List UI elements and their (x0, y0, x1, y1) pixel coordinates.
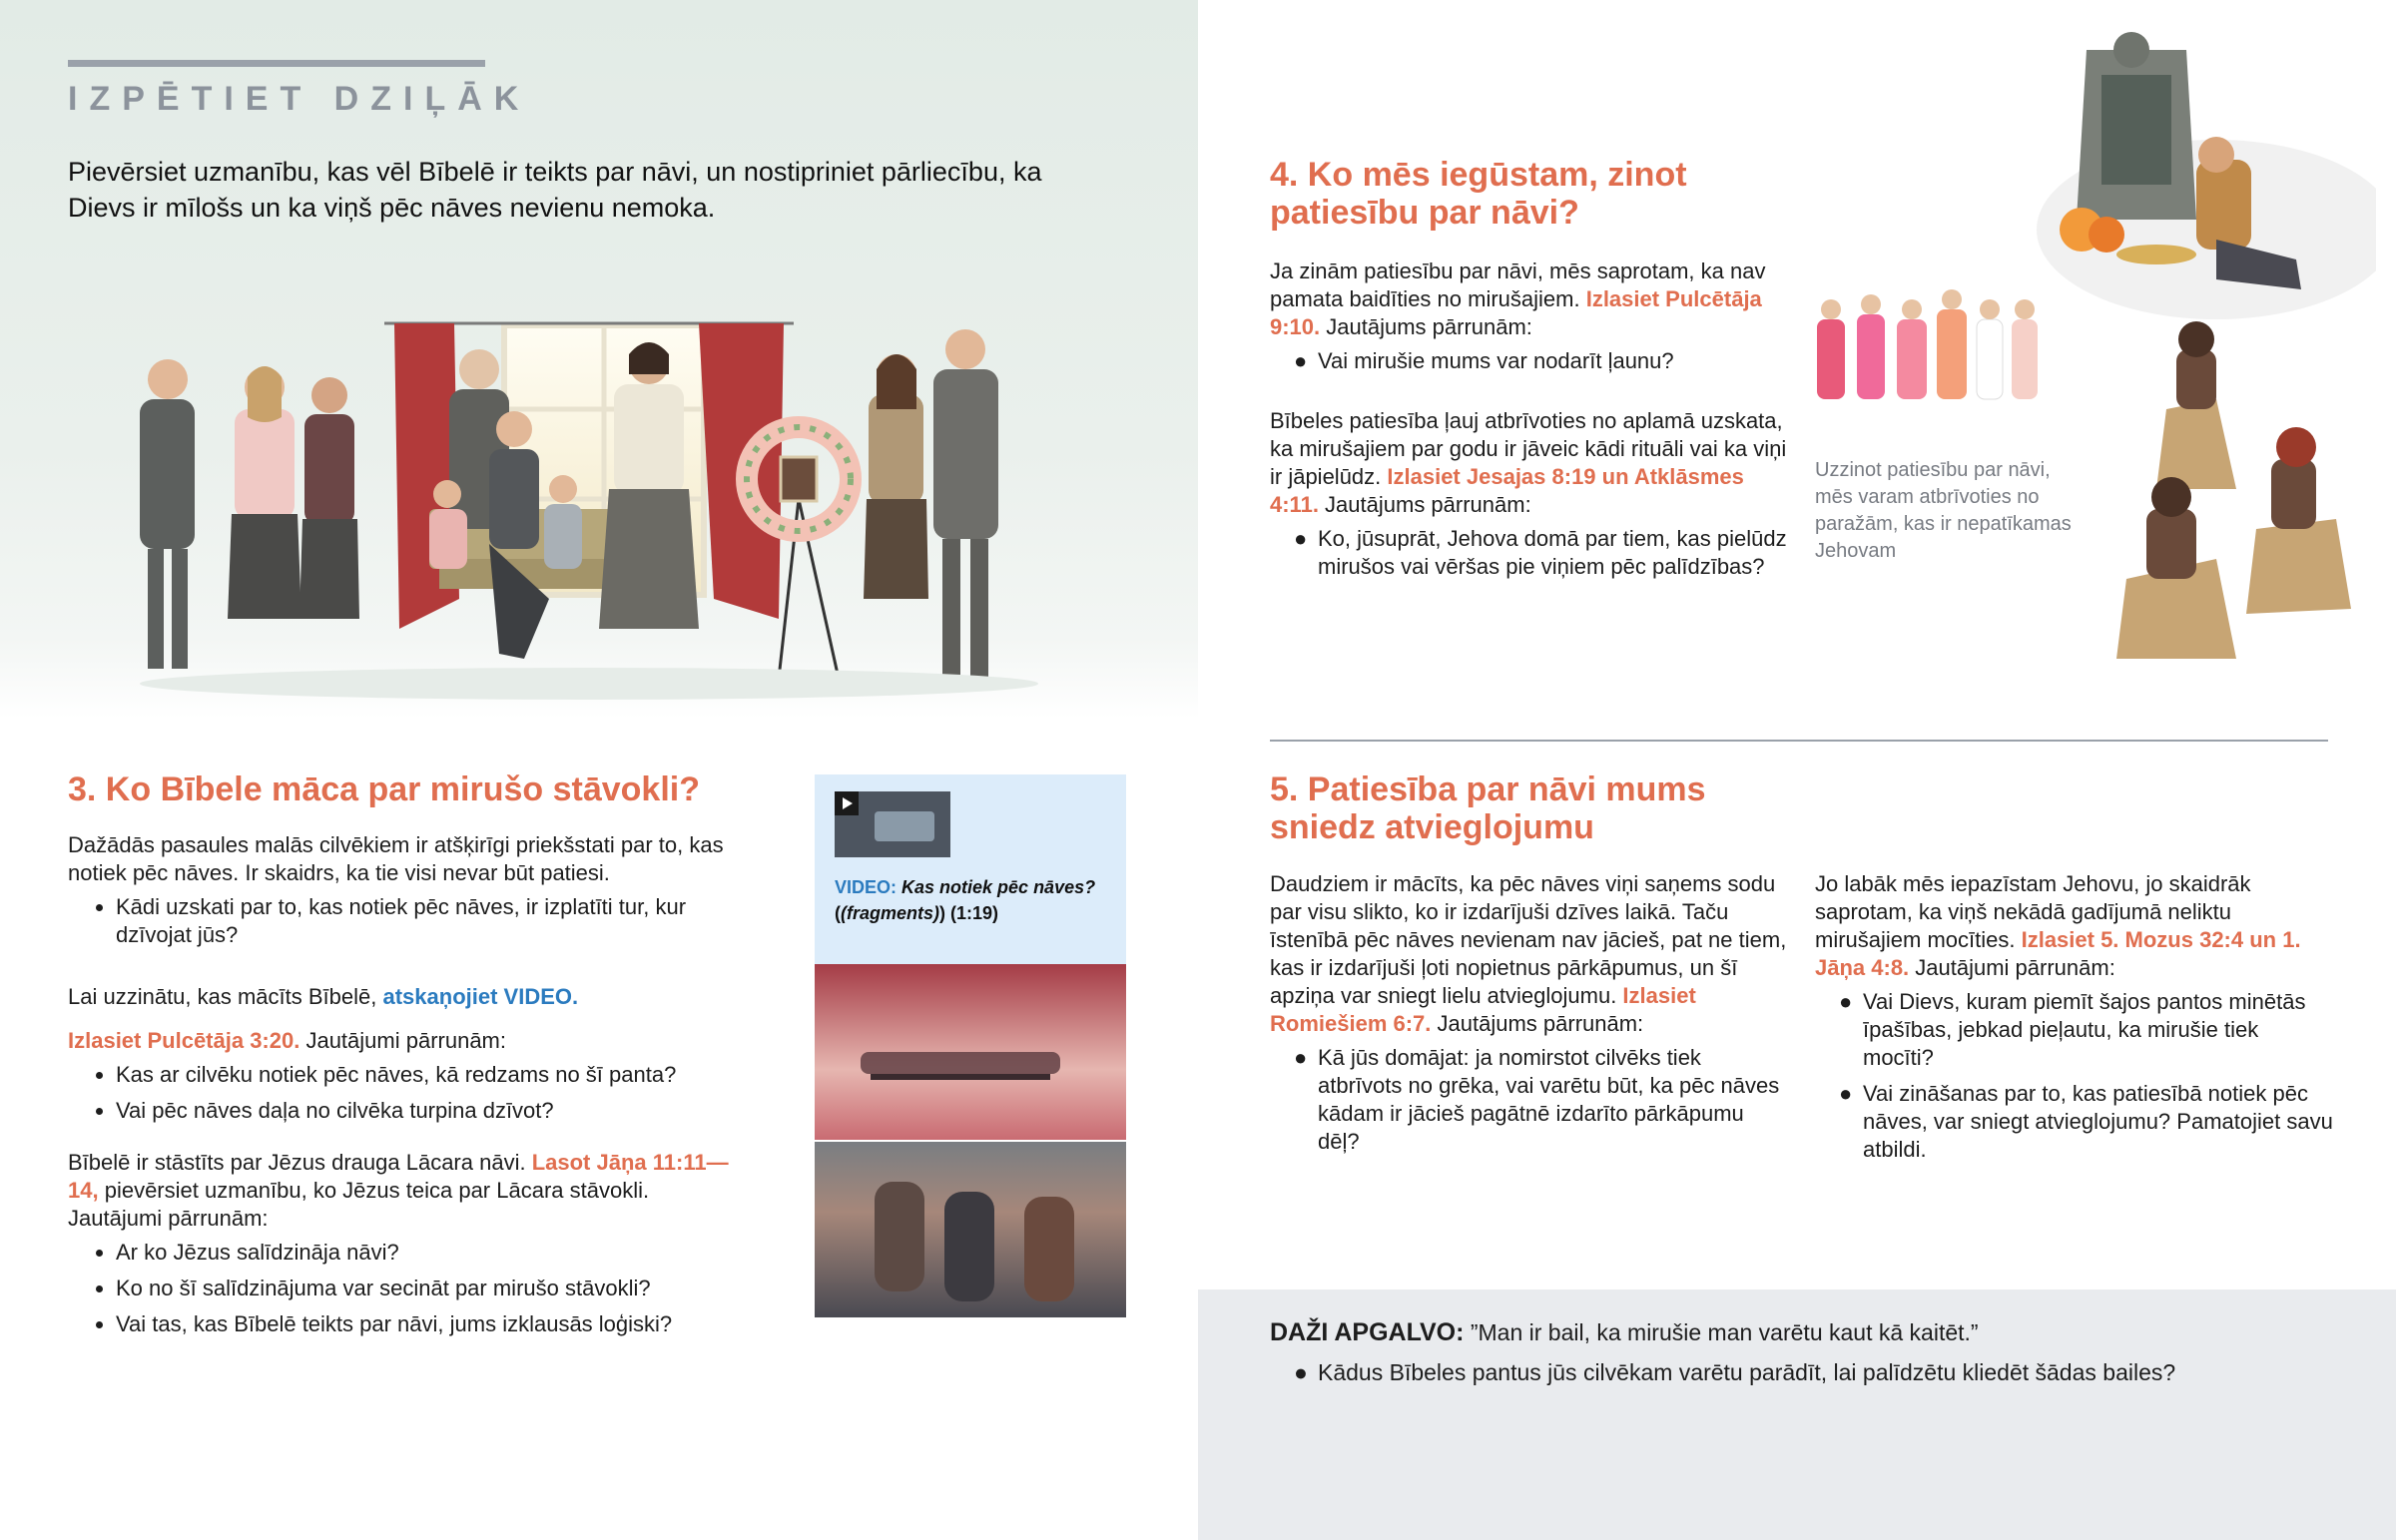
section-3-title: 3. Ko Bībele māca par mirušo stāvokli? (68, 770, 701, 808)
scripture-reference[interactable]: Izlasiet Pulcētāja 9:10. (1270, 286, 1762, 339)
video-label: VIDEO: (835, 877, 898, 897)
question: ● Kā jūs domājat: ja nomirstot cilvēks tiek atbrīvots no grēka, vai varētu būt, ka pēc nāves kādam ir jācieš pagātnē izdarīto pārkāpumu dēļ? (1294, 1045, 1780, 1154)
claim-label: DAŽI APGALVO: (1270, 1318, 1465, 1346)
claim-questions (1270, 1357, 2348, 1387)
scripture-reference[interactable]: Izlasiet Pulcētāja 3:20. (68, 1028, 300, 1053)
section-4-paragraph-2 (1270, 407, 1789, 519)
play-icon[interactable] (835, 791, 859, 815)
section-4-paragraph-1 (1270, 257, 1789, 341)
question: ● Vai mirušie mums var nodarīt ļaunu? (1294, 348, 1674, 373)
section-4-title: 4. Ko mēs iegūstam, zinot patiesību par nāvi? (1270, 156, 1687, 232)
question-text: Vai Dievs, kuram piemīt šajos pantos minētās īpašības, jebkad pieļautu, ka mirušie tiek mocīti? (1863, 989, 2306, 1070)
section-3-questions-c (68, 1239, 737, 1338)
video-title[interactable] (835, 874, 1124, 926)
question: • Ar ko Jēzus salīdzināja nāvi? (116, 1239, 737, 1267)
intro-text: Pievērsiet uzmanību, kas vēl Bībelē ir teikts par nāvi, un nostipriniet pārliecību, ka Dievs ir mīlošs un ka viņš pēc nāves nevienu nemoka. (68, 157, 1042, 223)
section-5-questions-a (1270, 1044, 1789, 1156)
section-kicker: IZPĒTIET DZIĻĀK (68, 80, 531, 118)
text: Bībeles patiesība ļauj atbrīvoties no aplamā uzskata, ka mirušajiem par godu ir jāveic kādi rituāli vai ka viņi ir jāpielūdz. (1270, 408, 1787, 489)
question: • Ko no šī salīdzinājuma var secināt par mirušo stāvokli? (116, 1275, 737, 1302)
question: • Vai tas, kas Bībelē teikts par nāvi, jums izklausās loģiski? (116, 1310, 737, 1338)
section-4-questions-b (1270, 525, 1789, 581)
text: Ja zinām patiesību par nāvi, mēs saprotam, ka nav pamata baidīties no mirušajiem. (1270, 258, 1766, 311)
section-3-paragraph: Dažādās pasaules malās cilvēkiem ir atšķirīgi priekšstati par to, kas notiek pēc nāves. Ir skaidrs, ka tie visi nevar būt patiesi. (68, 832, 724, 885)
claim-quote: ”Man ir bail, ka mirušie man varētu kaut kā kaitēt.” (1464, 1319, 1979, 1345)
section-3-read-line (68, 1027, 737, 1055)
illustration-caption: Uzzinot patiesību par nāvi, mēs varam atbrīvoties no paražām, kas ir nepatīkamas Jehovam (1815, 459, 2072, 562)
question: ● Vai zināšanas par to, kas patiesībā notiek pēc nāves, var sniegt atvieglojumu? Pamatojiet savu atbildi. (1839, 1081, 2333, 1162)
section-4-questions-a (1270, 347, 1789, 375)
text: Jautājumi pārrunām: (300, 1028, 506, 1053)
funeral-illustration (120, 299, 1068, 709)
kicker-rule (68, 60, 485, 67)
section-4-body (1270, 257, 1789, 589)
question-text: Kā jūs domājat: ja nomirstot cilvēks tiek atbrīvots no grēka, vai varētu būt, ka pēc nāves kādam ir jācieš pagātnē izdarīto pārkāpumu dēļ? (1318, 1045, 1780, 1154)
section-3-lazarus-paragraph (68, 1149, 737, 1233)
section-5-title: 5. Patiesība par nāvi mums sniedz atvieglojumu (1270, 770, 1706, 846)
question-text: Vai mirušie mums var nodarīt ļaunu? (1318, 348, 1674, 373)
question: ● Kādus Bībeles pantus jūs cilvēkam varētu parādīt, lai palīdzētu kliedēt šādas bailes? (1294, 1359, 2176, 1385)
scripture-reference[interactable]: Izlasiet 5. Mozus 32:4 un 1. Jāņa 4:8. (1815, 927, 2301, 980)
question: • Vai pēc nāves daļa no cilvēka turpina dzīvot? (116, 1097, 737, 1125)
question: ● Vai Dievs, kuram piemīt šajos pantos minētās īpašības, jebkad pieļautu, ka mirušie tiek mocīti? (1839, 989, 2306, 1070)
section-5-paragraph-1 (1270, 870, 1789, 1038)
section-divider (1270, 740, 2328, 742)
video-still-mourners (815, 1142, 1126, 1317)
text: Jautājumi pārrunām: (1909, 955, 2115, 980)
scripture-reference[interactable]: Izlasiet Romiešiem 6:7. (1270, 983, 1696, 1036)
question-text: Ko, jūsuprāt, Jehova domā par tiem, kas pielūdz mirušos vai vēršas pie viņiem pēc palīdzības? (1318, 526, 1787, 579)
question-text: Vai zināšanas par to, kas patiesībā notiek pēc nāves, var sniegt atvieglojumu? Pamatojiet savu atbildi. (1863, 1081, 2333, 1162)
section-3-body (68, 831, 737, 1346)
text: Jautājums pārrunām: (1320, 314, 1532, 339)
text: Daudziem ir mācīts, ka pēc nāves viņi saņems sodu par visu slikto, ko ir izdarījuši dzīves laikā. Taču īstenībā pēc nāves nevienam nav jācieš, pat ne tiem, kas ir izdarījuši ļoti nopietnus pārkāpumus, un šī apziņa var sniegt lielu atvieglojumu. (1270, 871, 1787, 1008)
scripture-reference[interactable]: Lasot Jāņa 11:11—14, (68, 1150, 729, 1203)
section-5-column-1 (1270, 870, 1789, 1164)
video-duration: (1:19) (945, 903, 999, 923)
section-3-questions-a (68, 893, 737, 949)
question-text: Kādus Bībeles pantus jūs cilvēkam varētu parādīt, lai palīdzētu kliedēt šādas bailes? (1318, 1359, 2176, 1385)
claim-line (1270, 1317, 2348, 1347)
video-name: Kas notiek pēc nāves? (897, 877, 1096, 897)
section-5-paragraph-2 (1815, 870, 2334, 982)
video-still-hospital-bed (815, 964, 1126, 1140)
section-5-column-2 (1815, 870, 2334, 1172)
text: Jautājums pārrunām: (1318, 492, 1531, 517)
question: ● Ko, jūsuprāt, Jehova domā par tiem, kas pielūdz mirušos vai vēršas pie viņiem pēc palīdzības? (1294, 526, 1787, 579)
video-subtitle: (fragments) (841, 903, 940, 923)
section-3-questions-b (68, 1061, 737, 1125)
section-3-video-line (68, 983, 737, 1011)
question: • Kas ar cilvēku notiek pēc nāves, kā redzams no šī panta? (116, 1061, 737, 1089)
text: Jo labāk mēs iepazīstam Jehovu, jo skaidrāk saprotam, ka viņš nekādā gadījumā neliktu mirušajiem mocīties. (1815, 871, 2251, 952)
text: Lai uzzinātu, kas mācīts Bībelē, (68, 984, 383, 1009)
play-video-link[interactable]: atskaņojiet VIDEO. (382, 984, 579, 1009)
section-5-questions-b (1815, 988, 2334, 1164)
video-thumbnail[interactable] (835, 791, 950, 857)
scripture-reference[interactable]: Izlasiet Jesajas 8:19 un Atklāsmes 4:11. (1270, 464, 1744, 517)
video-fragment-row: ((fragments)) (1:19) (835, 903, 999, 923)
text: Bībelē ir stāstīts par Jēzus drauga Lācara nāvi. (68, 1150, 532, 1175)
claim-box (1270, 1317, 2348, 1395)
question: • Kādi uzskati par to, kas notiek pēc nāves, ir izplatīti tur, kur dzīvojat jūs? (116, 893, 737, 949)
text: pievērsiet uzmanību, ko Jēzus teica par Lācara stāvokli. Jautājumi pārrunām: (68, 1178, 650, 1231)
text: Jautājums pārrunām: (1431, 1011, 1644, 1036)
customs-illustration (1797, 20, 2376, 679)
